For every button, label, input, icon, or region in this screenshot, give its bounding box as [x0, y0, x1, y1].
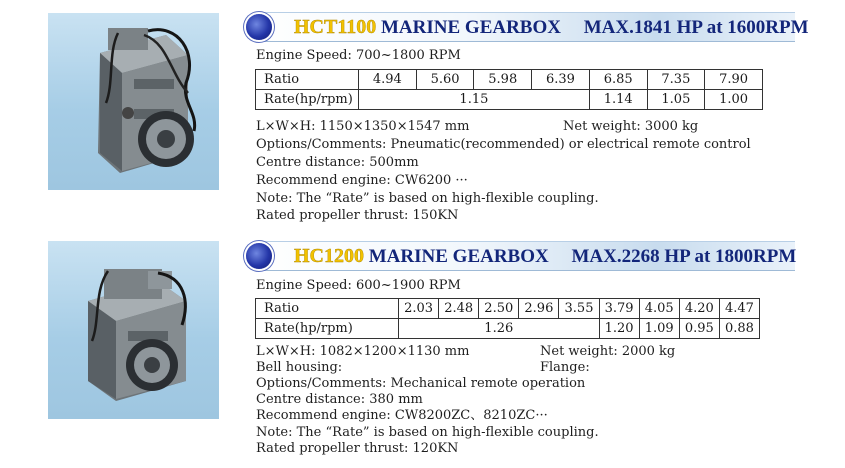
engine-speed: Engine Speed: 600~1900 RPM: [256, 278, 461, 293]
ratio-cell: 7.35: [647, 70, 705, 90]
banner-title: [294, 244, 796, 269]
rate-note: Note: The “Rate” is based on high-flexible coupling.: [256, 191, 599, 206]
ratio-cell: 4.05: [639, 299, 679, 319]
title-rest: MARINE GEARBOX: [368, 246, 549, 267]
rate-note: Note: The “Rate” is based on high-flexible coupling.: [256, 425, 599, 440]
bullet-icon: [246, 14, 272, 40]
max-power: MAX.1841 HP at 1600RPM: [583, 17, 809, 38]
centre-distance: Centre distance: 500mm: [256, 155, 419, 170]
max-power: MAX.2268 HP at 1800RPM: [571, 246, 797, 267]
banner-title: [294, 15, 809, 40]
gearbox-illustration: [48, 13, 219, 190]
ratio-row: [256, 70, 763, 90]
ratio-cell: 2.48: [439, 299, 479, 319]
engine-speed: Engine Speed: 700~1800 RPM: [256, 48, 461, 63]
rate-cell: 1.15: [359, 90, 590, 110]
net-weight: Net weight: 2000 kg: [540, 344, 676, 359]
rate-label: Rate(hp/rpm): [256, 319, 399, 339]
rate-cell: 1.00: [705, 90, 763, 110]
rate-cell: 0.95: [679, 319, 719, 339]
flange: Flange:: [540, 360, 590, 375]
propeller-thrust: Rated propeller thrust: 150KN: [256, 208, 459, 223]
dimensions: L×W×H: 1082×1200×1130 mm: [256, 344, 470, 359]
ratio-cell: 4.20: [679, 299, 719, 319]
centre-distance: Centre distance: 380 mm: [256, 392, 423, 407]
propeller-thrust: Rated propeller thrust: 120KN: [256, 441, 459, 456]
options-comments: Options/Comments: Mechanical remote operation: [256, 376, 586, 391]
ratio-cell: 5.60: [416, 70, 474, 90]
recommend-engine: Recommend engine: CW6200 ···: [256, 173, 468, 188]
ratio-cell: 3.79: [599, 299, 639, 319]
bullet-icon: [246, 243, 272, 269]
rate-cell: 1.20: [599, 319, 639, 339]
ratio-cell: 2.03: [399, 299, 439, 319]
ratio-row: [256, 299, 760, 319]
model-name: HCT1100: [294, 16, 377, 38]
gearbox-photo: [48, 13, 219, 190]
model-name: HC1200: [294, 245, 364, 267]
product-banner: [244, 12, 809, 42]
dimensions: L×W×H: 1150×1350×1547 mm: [256, 119, 470, 134]
rate-cell: 1.14: [589, 90, 647, 110]
ratio-cell: 6.39: [532, 70, 590, 90]
gearbox-photo: [48, 241, 219, 419]
title-rest: MARINE GEARBOX: [381, 17, 561, 38]
rate-cell: 0.88: [719, 319, 759, 339]
ratio-cell: 5.98: [474, 70, 532, 90]
rate-cell: 1.26: [399, 319, 600, 339]
net-weight: Net weight: 3000 kg: [563, 119, 699, 134]
spec-table: [255, 298, 760, 339]
rate-row: [256, 319, 760, 339]
ratio-label: Ratio: [256, 70, 359, 90]
bell-housing: Bell housing:: [256, 360, 343, 375]
rate-row: [256, 90, 763, 110]
recommend-engine: Recommend engine: CW8200ZC、8210ZC···: [256, 408, 548, 423]
ratio-cell: 4.94: [359, 70, 417, 90]
ratio-cell: 4.47: [719, 299, 759, 319]
rate-label: Rate(hp/rpm): [256, 90, 359, 110]
rate-cell: 1.09: [639, 319, 679, 339]
options-comments: Options/Comments: Pneumatic(recommended) or electrical remote control: [256, 137, 751, 152]
ratio-cell: 7.90: [705, 70, 763, 90]
ratio-label: Ratio: [256, 299, 399, 319]
ratio-cell: 2.96: [519, 299, 559, 319]
ratio-cell: 6.85: [589, 70, 647, 90]
ratio-cell: 3.55: [559, 299, 599, 319]
spec-table: [255, 69, 763, 110]
gearbox-illustration: [48, 241, 219, 419]
ratio-cell: 2.50: [479, 299, 519, 319]
rate-cell: 1.05: [647, 90, 705, 110]
product-banner: [244, 241, 795, 271]
